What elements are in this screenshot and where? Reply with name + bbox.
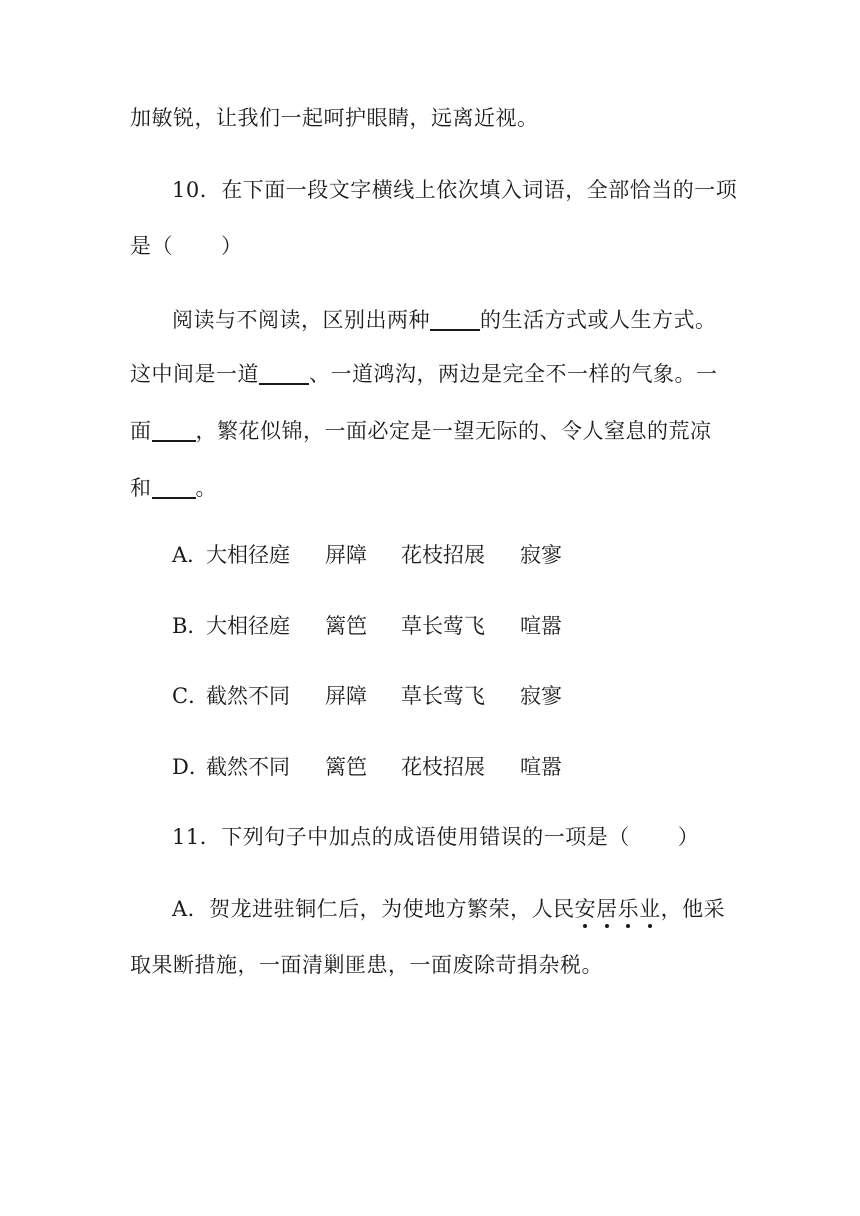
option-word-1: 大相径庭 <box>206 543 290 567</box>
option-word-3: 花枝招展 <box>401 755 485 779</box>
q11-a-text: ，他采 <box>660 897 726 921</box>
option-word-4: 寂寥 <box>520 684 562 708</box>
prev-line: 加敏锐，让我们一起呵护眼睛，远离近视。 <box>130 106 539 130</box>
passage-text: ，繁花似锦，一面必定是一望无际的、令人窒息的荒凉 <box>195 419 712 443</box>
passage-text: 面 <box>130 419 152 443</box>
dotted-char: 安 <box>574 897 597 921</box>
passage-text: 这中间是一道 <box>130 362 259 386</box>
passage-text: 阅读与不阅读，区别出两种 <box>172 308 430 332</box>
option-word-2: 屏障 <box>325 543 367 567</box>
passage-line3 <box>130 419 712 442</box>
fill-blank-1[interactable] <box>430 308 480 331</box>
option-letter: B． <box>172 614 209 638</box>
passage-line1 <box>172 308 717 331</box>
fill-blank-2[interactable] <box>259 362 309 385</box>
fill-blank-3[interactable] <box>152 419 196 442</box>
q10-stem-line1: 10．在下面一段文字横线上依次填入词语，全部恰当的一项 <box>172 178 738 202</box>
option-letter: D． <box>172 755 210 779</box>
passage-text: 的生活方式或人生方式。 <box>480 308 717 332</box>
q11-stem-text: 11．下列句子中加点的成语使用错误的一项是（ <box>172 825 630 849</box>
option-word-4: 喧嚣 <box>520 755 562 779</box>
dotted-char: 业 <box>639 897 661 921</box>
fill-blank-4[interactable] <box>152 476 196 499</box>
option-word-3: 花枝招展 <box>401 543 485 567</box>
option-word-1: 截然不同 <box>206 755 290 779</box>
option-word-1: 大相径庭 <box>206 614 290 638</box>
q10-stem-line2 <box>130 236 243 257</box>
passage-text: 和 <box>130 476 152 500</box>
option-word-1: 截然不同 <box>206 684 290 708</box>
option-word-2: 篱笆 <box>325 614 367 638</box>
option-word-4: 寂寥 <box>520 543 562 567</box>
passage-text: 、一道鸿沟，两边是完全不一样的气象。一 <box>309 362 718 386</box>
passage-line4 <box>130 476 217 499</box>
passage-text: 。 <box>195 476 217 500</box>
q11-stem <box>172 827 699 848</box>
option-word-3: 草长莺飞 <box>401 684 485 708</box>
dotted-char: 乐 <box>617 897 640 921</box>
q11-stem-close: ） <box>677 825 700 849</box>
dotted-char: 居 <box>596 897 618 921</box>
option-word-2: 屏障 <box>325 684 367 708</box>
option-word-2: 篱笆 <box>325 755 367 779</box>
option-word-4: 喧嚣 <box>520 614 562 638</box>
option-word-3: 草长莺飞 <box>401 614 485 638</box>
q10-stem-close: ） <box>221 234 243 258</box>
q10-stem-open: 是（ <box>130 234 173 258</box>
option-letter: C． <box>172 684 210 708</box>
q11-a-text: A．贺龙进驻铜仁后，为使地方繁荣，人民 <box>172 897 575 921</box>
q11-option-a-line1[interactable] <box>172 899 725 920</box>
q11-option-a-line2: 取果断措施，一面清剿匪患，一面废除苛捐杂税。 <box>130 953 603 977</box>
option-letter: A． <box>172 543 209 567</box>
passage-line2 <box>130 362 718 385</box>
